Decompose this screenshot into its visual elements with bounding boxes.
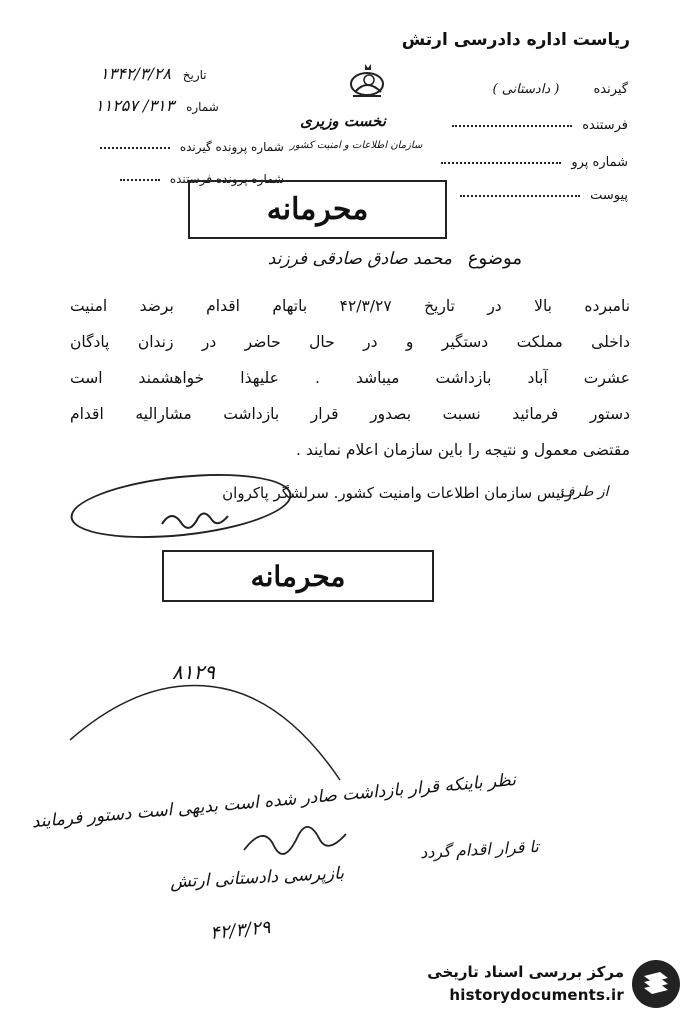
letter-body — [70, 288, 630, 468]
archive-logo-text-fa: مرکز بررسی اسناد تاریخی — [427, 963, 624, 981]
attachment-dots — [460, 195, 580, 197]
handwritten-date: ۴۲/۳/۲۹ — [209, 916, 272, 945]
handwritten-line-2: تا قرار اقدام گردد — [419, 836, 540, 863]
body-line: داخلی مملکت دستگیر و در حال حاضر در زندان پادگان — [70, 333, 630, 351]
recipient-label: گیرنده — [593, 82, 628, 97]
number-label: شماره — [186, 100, 219, 114]
handwritten-number: ۸۱۲۹ — [172, 660, 215, 684]
confidential-stamp-top: محرمانه — [188, 180, 447, 239]
file-dots — [441, 162, 561, 164]
sender-file-dots — [120, 179, 160, 181]
date-row — [100, 64, 207, 83]
number-row — [95, 96, 219, 115]
number-value: ۳۱۳/ ۱۱۲۵۷ — [95, 96, 175, 115]
handwritten-scribble-icon — [240, 820, 350, 860]
file-label: شماره پرو — [571, 155, 628, 170]
subject-label: موضوع — [467, 248, 522, 269]
date-label: تاریخ — [182, 68, 207, 82]
sender-file-label: شماره پرونده فرستنده — [169, 172, 285, 186]
confidential-stamp-bottom: محرمانه — [162, 550, 434, 602]
handwritten-line-3: بازپرسی دادستانی ارتش — [169, 863, 345, 893]
subject-row — [268, 248, 522, 269]
body-line: مقتضی معمول و نتیجه را باین سازمان اعلام نمایند . — [296, 441, 630, 459]
recipient-row — [492, 82, 628, 97]
recipient-file-dots — [100, 147, 170, 149]
header-title: ریاست اداره دادرسی ارتش — [401, 30, 630, 50]
signature-scribble-icon — [160, 506, 230, 530]
signature-on-behalf: از طرف — [560, 484, 609, 500]
sender-row — [452, 118, 628, 133]
lion-sun-emblem-icon — [345, 62, 389, 102]
signature-line: رئیس سازمان اطلاعات وامنیت کشور. سرلشگر پاکروان — [222, 484, 572, 502]
org-subtitle: سازمان اطلاعات و امنیت کشور — [290, 140, 423, 151]
body-line: نامبرده بالا در تاریخ ۴۲/۳/۲۷ باتهام اقدام برضد امنیت — [70, 297, 631, 315]
attachment-row — [460, 188, 628, 203]
archive-logo-icon — [630, 958, 682, 1010]
body-line: عشرت آباد بازداشت میباشد . علیهذا خواهشمند است — [70, 369, 630, 387]
sender-dots — [452, 125, 572, 127]
body-line: دستور فرمائید نسبت بصدور قرار بازداشت مشارالیه اقدام — [70, 405, 630, 423]
date-value: ۱۳۴۲/۳/۲۸ — [100, 64, 171, 83]
file-row — [441, 155, 628, 170]
handwritten-curve-icon — [60, 680, 360, 790]
archive-logo-url: historydocuments.ir — [449, 986, 624, 1004]
recipient-file-row — [100, 140, 284, 154]
recipient-file-label: شماره پرونده گیرنده — [179, 140, 284, 154]
attachment-label: پیوست — [590, 188, 628, 203]
handwritten-line-1: نظر باینکه قرار بازداشت صادر شده است بدیهی است دستور فرمایند — [30, 770, 517, 833]
subject-value: محمد صادق صادقی فرزند — [267, 249, 452, 269]
recipient-value: ( دادستانی ) — [492, 82, 560, 97]
sender-label: فرستنده — [582, 118, 628, 133]
org-name: نخست وزیری — [300, 112, 386, 130]
